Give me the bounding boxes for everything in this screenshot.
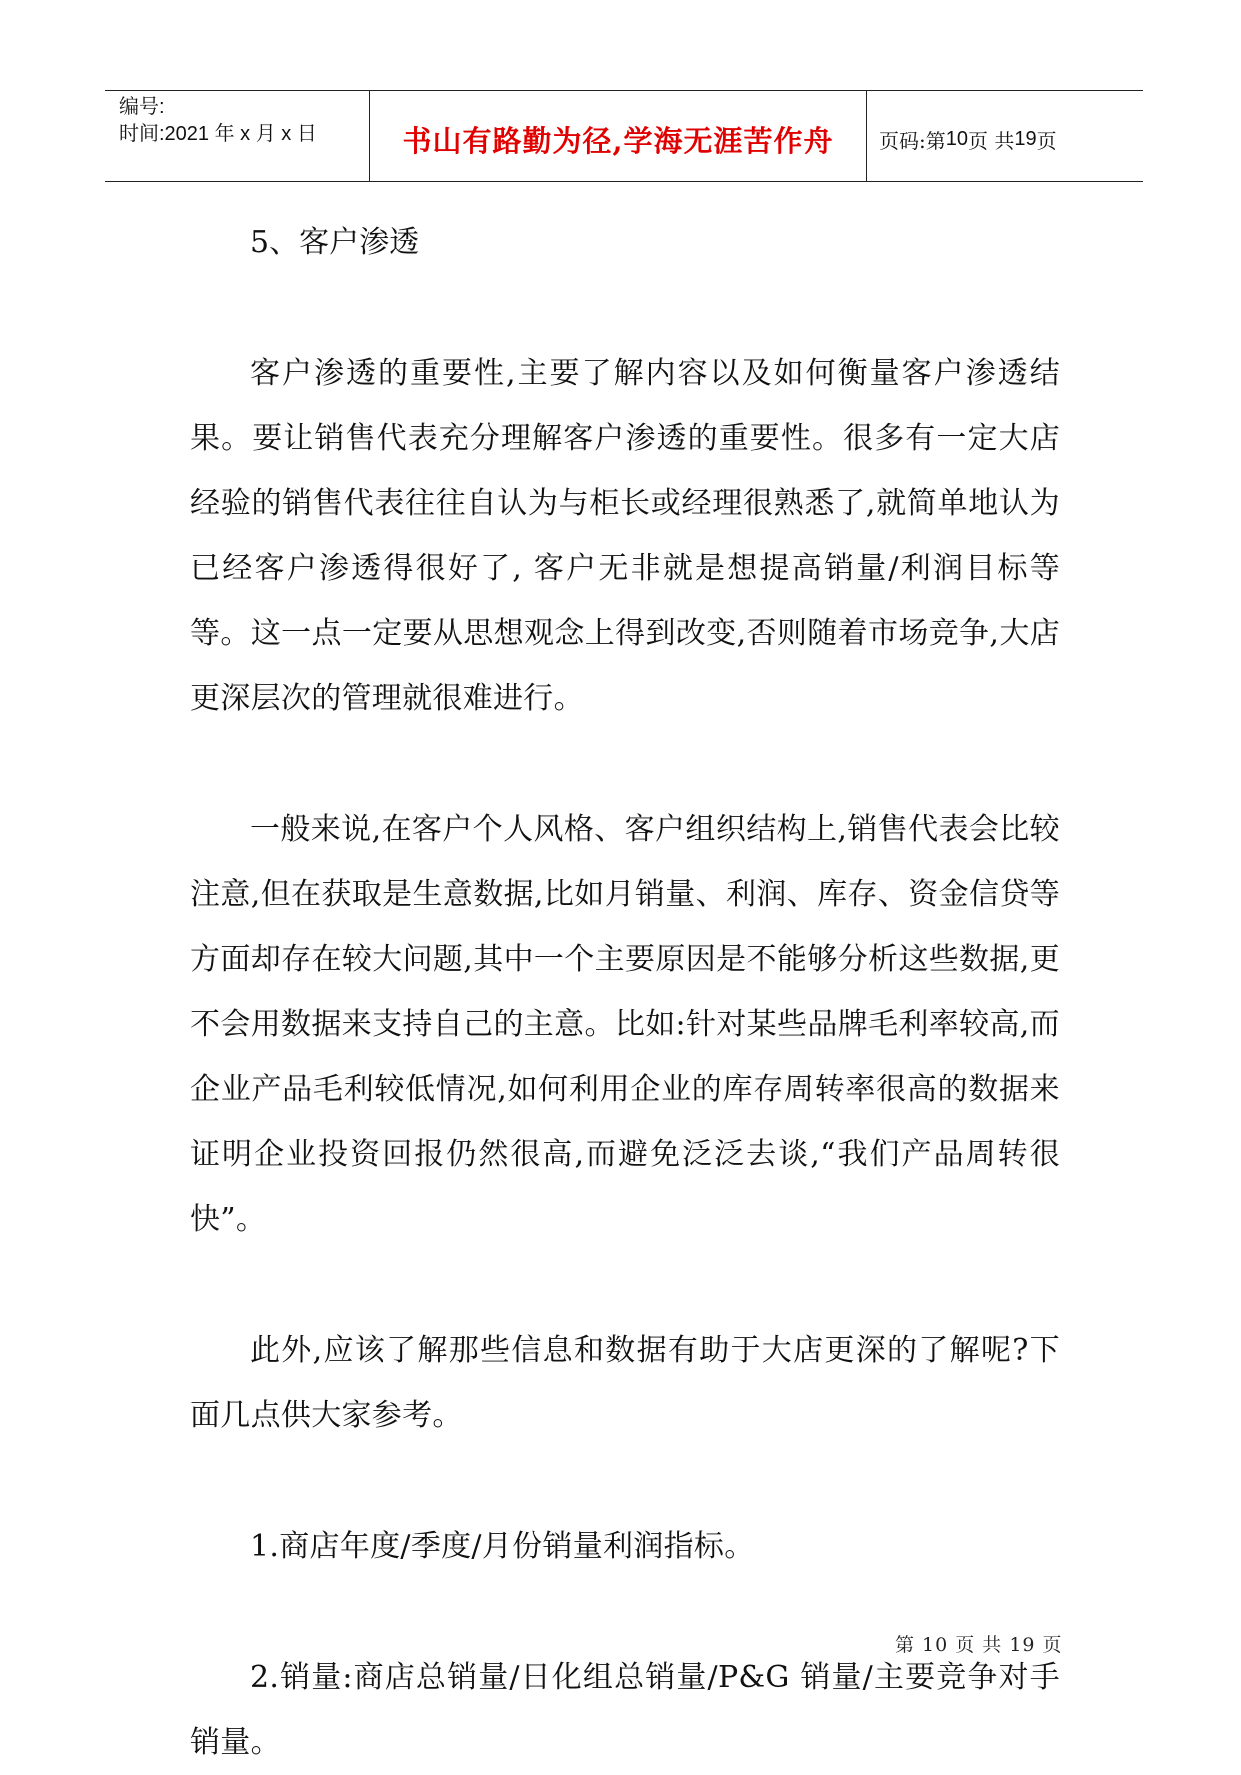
page-current-number: 10 — [945, 127, 968, 150]
document-body — [190, 210, 1060, 1775]
page-label-middle: 页 共 — [968, 128, 1015, 153]
header-page-info — [867, 91, 1143, 181]
document-number-label: 编号: — [119, 96, 165, 118]
list-item: 1.商店年度/季度/月份销量利润指标。 — [250, 1529, 755, 1564]
paragraph: 一般来说,在客户个人风格、客户组织结构上,销售代表会比较注意,但在获取是生意数据,比如月销量、利润、库存、资金信贷等方面却存在较大问题,其中一个主要原因是不能够分析这些数据,更不会用数据来支持自己的主意。比如:针对某些品牌毛利率较高,而企业产品毛利较低情况,如何利用企业的库存周转率很高的数据来证明企业投资回报仍然很高,而避免泛泛去谈,“我们产品周转很快”。 — [190, 812, 1060, 1237]
header-motto: 书山有路勤为径,学海无涯苦作舟 — [370, 91, 867, 181]
list-item: 2.销量:商店总销量/日化组总销量/P&G 销量/主要竞争对手销量。 — [190, 1660, 1060, 1760]
page-total-number: 19 — [1014, 127, 1037, 150]
paragraph: 此外,应该了解那些信息和数据有助于大店更深的了解呢?下面几点供大家参考。 — [190, 1333, 1060, 1433]
header-info-cell — [105, 91, 370, 181]
page-header — [105, 90, 1143, 182]
page-label-prefix: 页码:第 — [879, 128, 946, 153]
document-time-label: 时间:2021 年 x 月 x 日 — [119, 123, 317, 145]
paragraph: 客户渗透的重要性,主要了解内容以及如何衡量客户渗透结果。要让销售代表充分理解客户渗透的重要性。很多有一定大店经验的销售代表往往自认为与柜长或经理很熟悉了,就简单地认为已经客户渗透得很好了, 客户无非就是想提高销量/利润目标等等。这一点一定要从思想观念上得到改变,否则随着市场竞争,大店更深层次的管理就很难进行。 — [190, 356, 1060, 716]
page-label-suffix: 页 — [1036, 128, 1057, 153]
page-footer: 第 10 页 共 19 页 — [895, 1634, 1063, 1656]
section-heading: 5、客户渗透 — [250, 225, 420, 260]
